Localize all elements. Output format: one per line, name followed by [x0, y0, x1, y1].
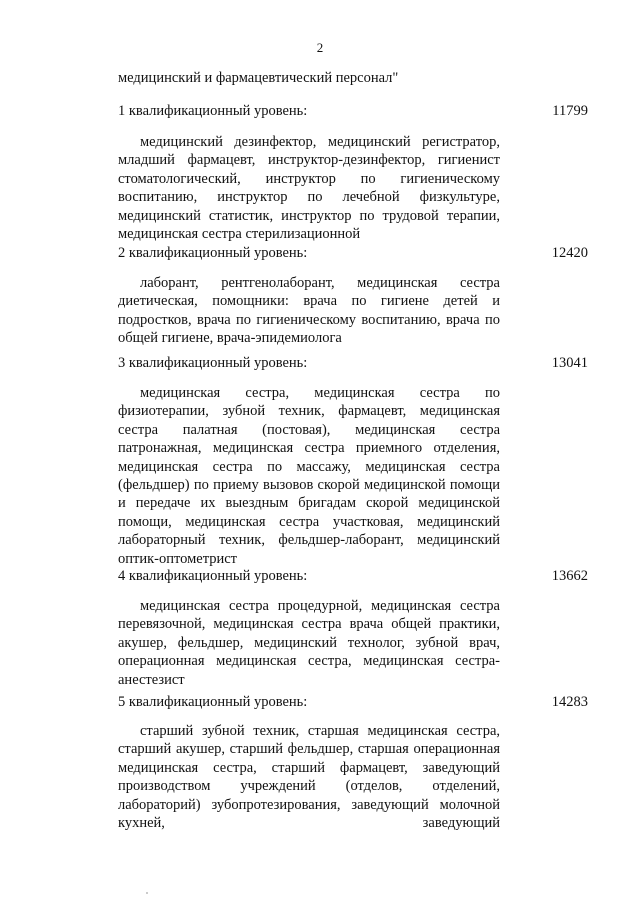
level-1-header	[118, 103, 588, 123]
level-title: 1 квалификационный уровень:	[118, 103, 308, 119]
level-title: 4 квалификационный уровень:	[118, 568, 308, 584]
level-4-header	[118, 568, 588, 588]
level-description-text: лаборант, рентгенолаборант, медицинская сестра диетическая, помощники: врача по гигиене детей и подростков, врача по гигиеническому воспитанию, врача по общей гигиене, врача-эпидемиолога	[118, 275, 500, 347]
level-salary: 12420	[551, 245, 588, 261]
level-salary: 11799	[552, 103, 588, 119]
level-description-text: старший зубной техник, старшая медицинская сестра, старший акушер, старший фельдшер, старшая операционная медицинская сестра, старший фармацевт, заведующий производством учреждений (отделов, отделений, лабораторий) зубопротезирования, заведующий молочной кухней, заведующий	[118, 723, 500, 832]
level-4-description	[118, 597, 500, 689]
level-title: 3 квалификационный уровень:	[118, 355, 308, 371]
level-salary: 13041	[551, 355, 588, 371]
scan-artifact-dot	[146, 892, 148, 894]
level-5-description	[118, 722, 500, 832]
level-1-description	[118, 133, 500, 243]
level-description-text: медицинская сестра, медицинская сестра по физиотерапии, зубной техник, фармацевт, медицинская сестра палатная (постовая), медицинская сестра патронажная, медицинская сестра приемного отделения, медицинская сестра по массажу, медицинская сестра (фельдшер) по приему вызовов скорой медицинской помощи и передаче их выездным бригадам скорой медицинской помощи, медицинская сестра участковая, медицинский лабораторный техник, фельдшер-лаборант, медицинский оптик-оптометрист	[118, 385, 500, 567]
level-salary: 13662	[551, 568, 588, 584]
level-description-text: медицинский дезинфектор, медицинский регистратор, младший фармацевт, инструктор-дезинфектор, гигиенист стоматологический, инструктор по гигиеническому воспитанию, инструктор по лечебной физкультуре, медицинский статистик, инструктор по трудовой терапии, медицинская сестра стерилизационной	[118, 134, 500, 243]
page-number: 2	[316, 40, 324, 55]
level-title: 2 квалификационный уровень:	[118, 245, 308, 261]
level-2-header	[118, 245, 588, 265]
level-salary: 14283	[551, 694, 588, 710]
level-3-header	[118, 355, 588, 375]
level-3-description	[118, 384, 500, 568]
intro-line: медицинский и фармацевтический персонал"	[118, 70, 399, 86]
level-2-description	[118, 274, 500, 348]
level-description-text: медицинская сестра процедурной, медицинская сестра перевязочной, медицинская сестра врача общей практики, акушер, фельдшер, медицинский технолог, зубной врач, операционная медицинская сестра, медицинская сестра-анестезист	[118, 598, 500, 688]
level-5-header	[118, 694, 588, 714]
level-title: 5 квалификационный уровень:	[118, 694, 308, 710]
